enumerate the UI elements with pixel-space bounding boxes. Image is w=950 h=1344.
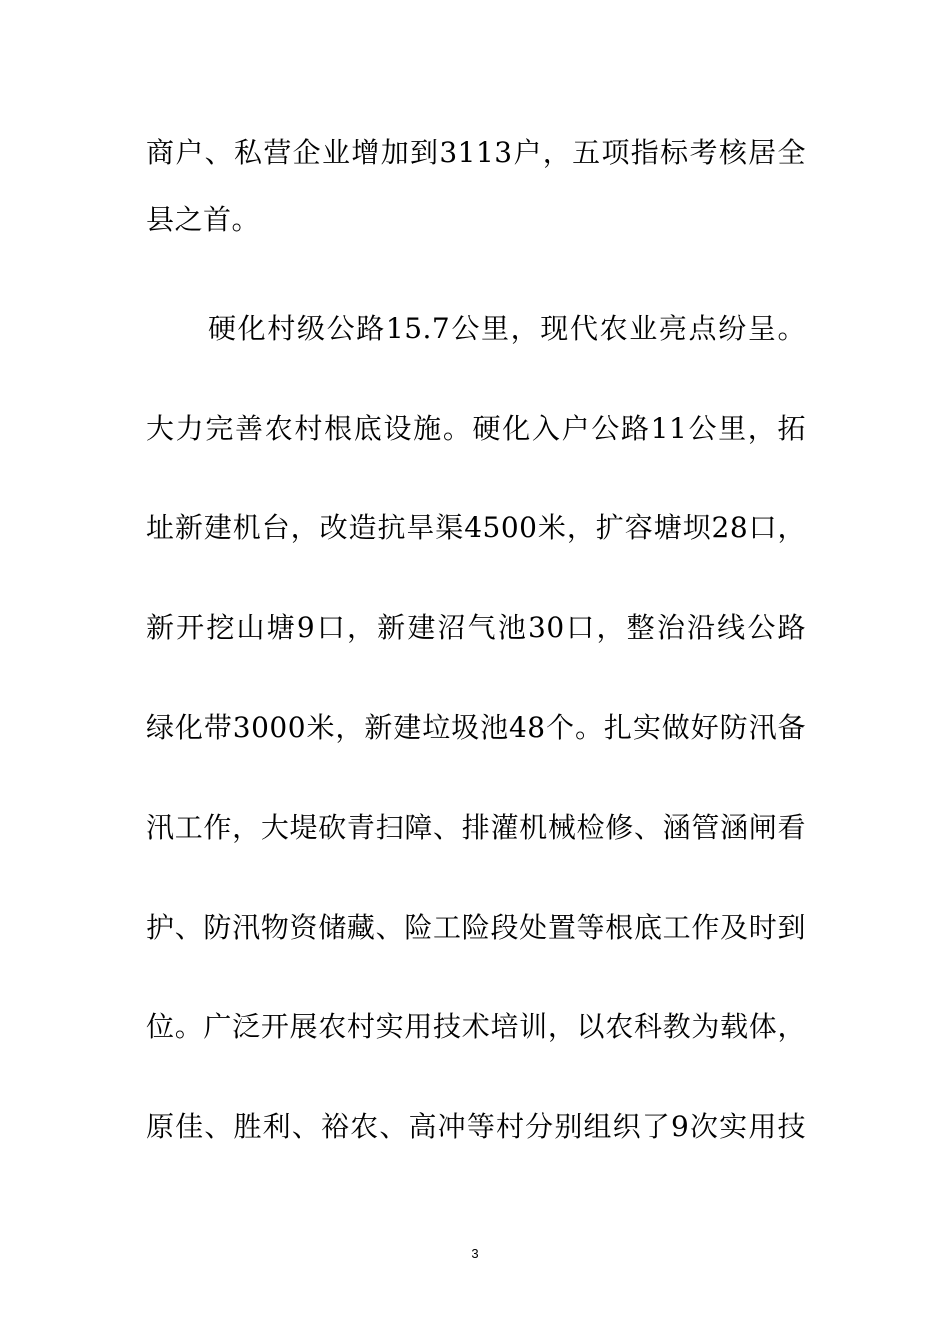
text-line-6: 新开挖山塘9口，新建沼气池30口，整治沿线公路 (146, 611, 806, 644)
text-line-5: 址新建机台，改造抗旱渠4500米，扩容塘坝28口， (146, 511, 806, 544)
text-line-10: 位。广泛开展农村实用技术培训，以农科教为载体， (146, 1010, 806, 1043)
text-line-7: 绿化带3000米，新建垃圾池48个。扎实做好防汛备 (146, 711, 806, 744)
text-line-2: 县之首。 (146, 203, 261, 236)
text-line-4: 大力完善农村根底设施。硬化入户公路11公里，拓 (146, 412, 806, 445)
page-number: 3 (471, 1246, 479, 1261)
paragraph-start-line: 硬化村级公路15.7公里，现代农业亮点纷呈。 (208, 312, 806, 345)
text-line-8: 汛工作，大堤砍青扫障、排灌机械检修、涵管涵闸看 (146, 811, 806, 844)
text-line-9: 护、防汛物资储藏、险工险段处置等根底工作及时到 (146, 911, 806, 944)
text-line-11: 原佳、胜利、裕农、高冲等村分别组织了9次实用技 (146, 1110, 806, 1143)
text-line-1: 商户、私营企业增加到3113户，五项指标考核居全 (146, 136, 806, 169)
